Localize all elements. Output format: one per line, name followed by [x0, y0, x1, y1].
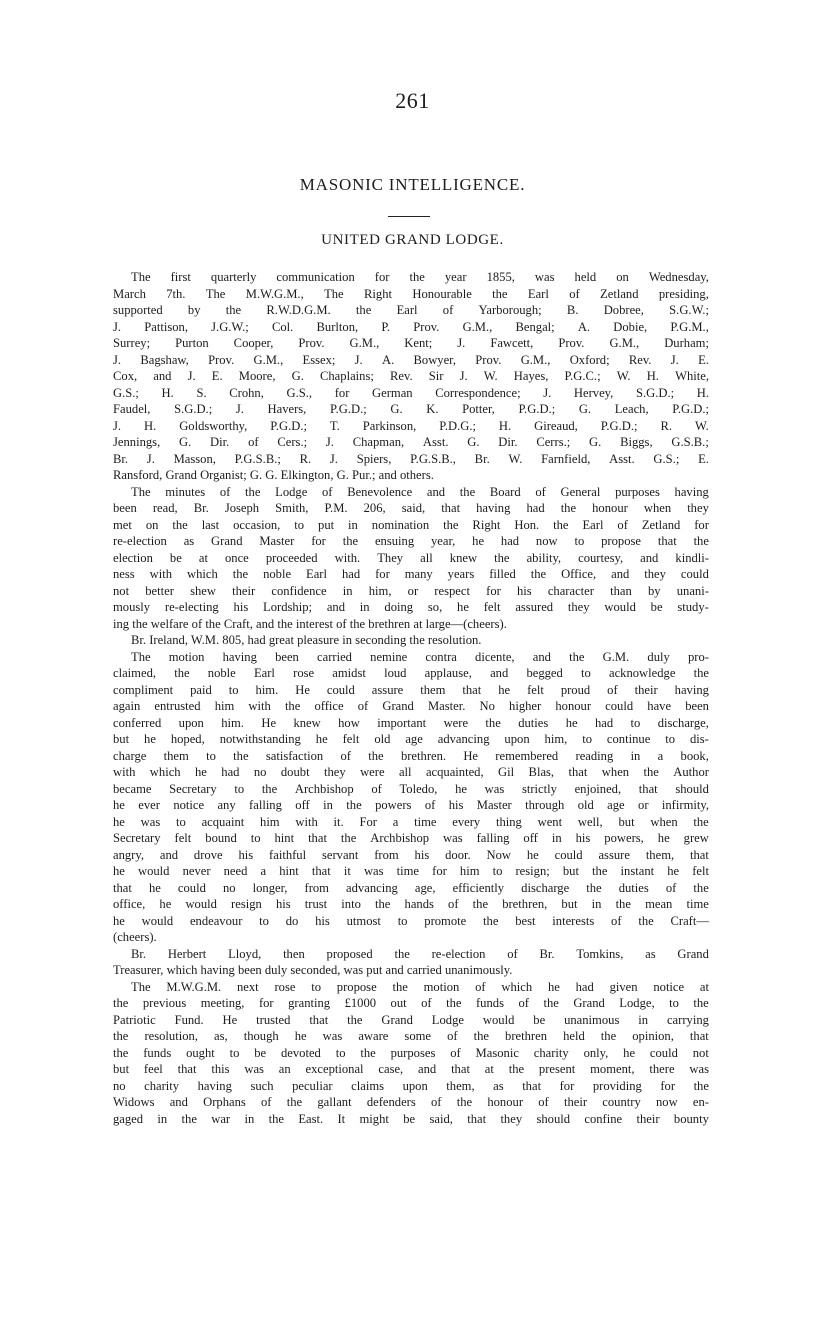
- text-line: Br. J. Masson, P.G.S.B.; R. J. Spiers, P.G.S.B., Br. W. Farnfield, Asst. G.S.; E.: [113, 451, 709, 466]
- text-line: again entrusted him with the office of Grand Master. No higher honour could have been: [113, 699, 709, 713]
- text-line: he would endeavour to do his utmost to promote the best interests of the Craft—: [113, 913, 709, 928]
- text-line: Surrey; Purton Cooper, Prov. G.M., Kent; J. Fawcett, Prov. G.M., Durham;: [113, 336, 709, 350]
- text-line: supported by the R.W.D.G.M. the Earl of Yarborough; B. Dobree, S.G.W.;: [113, 303, 709, 317]
- subsection-title: UNITED GRAND LODGE.: [321, 232, 504, 248]
- text-line: J. Pattison, J.G.W.; Col. Burlton, P. Prov. G.M., Bengal; A. Dobie, P.G.M.,: [113, 319, 709, 334]
- text-line: but he hoped, notwithstanding he felt old age advancing upon him, to continue to dis-: [113, 732, 709, 746]
- text-line: Faudel, S.G.D.; J. Havers, P.G.D.; G. K. Potter, P.G.D.; G. Leach, P.G.D.;: [113, 402, 709, 416]
- text-line: Treasurer, which having been duly seconded, was put and carried unanimously.: [113, 963, 513, 977]
- section-title: MASONIC INTELLIGENCE.: [299, 175, 526, 194]
- text-line: he was to acquaint him with it. For a time every thing went well, but when the: [113, 814, 709, 829]
- text-line: Br. Herbert Lloyd, then proposed the re-election of Br. Tomkins, as Grand: [131, 946, 709, 961]
- text-line: Jennings, G. Dir. of Cers.; J. Chapman, Asst. G. Dir. Cerrs.; G. Biggs, G.S.B.;: [113, 435, 709, 449]
- text-line: the previous meeting, for granting £1000 out of the funds of the Grand Lodge, to the: [113, 996, 709, 1010]
- text-line: Br. Ireland, W.M. 805, had great pleasure in seconding the resolution.: [131, 633, 482, 647]
- text-line: The motion having been carried nemine contra dicente, and the G.M. duly pro-: [131, 649, 709, 664]
- text-line: with which he had no doubt they were all acquainted, Gil Blas, that when the Author: [113, 765, 709, 779]
- text-line: J. Bagshaw, Prov. G.M., Essex; J. A. Bowyer, Prov. G.M., Oxford; Rev. J. E.: [113, 352, 709, 367]
- page-number: 261: [395, 88, 430, 113]
- text-line: claimed, the noble Earl rose amidst loud applause, and begged to acknowledge the: [113, 666, 709, 680]
- text-line: but feel that this was an exceptional case, and that at the present moment, there was: [113, 1062, 709, 1076]
- text-line: Ransford, Grand Organist; G. G. Elkington, G. Pur.; and others.: [113, 468, 434, 482]
- text-line: (cheers).: [113, 930, 157, 944]
- text-line: compliment paid to him. He could assure them that he felt proud of their having: [113, 682, 709, 697]
- title-divider: [388, 216, 430, 217]
- text-line: angry, and drove his faithful servant from his door. Now he could assure them, that: [113, 847, 709, 862]
- text-line: he would never need a hint that it was time for him to resign; but the instant he felt: [113, 864, 709, 878]
- text-line: no charity having such peculiar claims upon them, as that for providing for the: [113, 1078, 709, 1093]
- text-line: The minutes of the Lodge of Benevolence and the Board of General purposes having: [131, 484, 709, 499]
- text-line: The first quarterly communication for the year 1855, was held on Wednesday,: [131, 270, 709, 284]
- text-line: election be at once proceeded with. They all knew the ability, courtesy, and kindli-: [113, 550, 709, 565]
- article-body: [113, 269, 709, 1127]
- text-line: ness with which the noble Earl had for many years filled the Office, and they could: [113, 567, 709, 581]
- text-line: charge them to the satisfaction of the brethren. He remembered reading in a book,: [113, 748, 709, 763]
- text-line: became Secretary to the Archbishop of Toledo, he was strictly enjoined, that should: [113, 781, 709, 796]
- text-line: ing the welfare of the Craft, and the interest of the brethren at large—(cheers).: [113, 616, 507, 631]
- text-line: mously re-electing his Lordship; and in doing so, he felt assured they would be study-: [113, 600, 709, 614]
- text-line: re-election as Grand Master for the ensuing year, he had now to propose that the: [113, 534, 709, 548]
- text-line: met on the last occasion, to put in nomination the Right Hon. the Earl of Zetland for: [113, 517, 709, 532]
- text-line: gaged in the war in the East. It might be said, that they should confine their bounty: [113, 1111, 709, 1126]
- text-line: J. H. Goldsworthy, P.G.D.; T. Parkinson, P.D.G.; H. Gireaud, P.G.D.; R. W.: [113, 418, 709, 433]
- text-line: G.S.; H. S. Crohn, G.S., for German Correspondence; J. Hervey, S.G.D.; H.: [113, 385, 709, 400]
- text-line: not better shew their confidence in him, or respect for his character than by unani-: [113, 583, 709, 598]
- text-line: been read, Br. Joseph Smith, P.M. 206, said, that having had the honour when they: [113, 501, 709, 515]
- text-line: the resolution, as, though he was aware some of the brethren held the opinion, that: [113, 1029, 709, 1043]
- text-line: he ever notice any falling off in the powers of his Master through old age or infirmity,: [113, 798, 709, 812]
- text-line: Patriotic Fund. He trusted that the Grand Lodge would be unanimous in carrying: [113, 1012, 709, 1027]
- text-line: office, he would resign his trust into the hands of the brethren, but in the mean time: [113, 897, 709, 911]
- text-line: The M.W.G.M. next rose to propose the motion of which he had given notice at: [131, 979, 709, 994]
- text-line: that he could no longer, from advancing age, efficiently discharge the duties of the: [113, 880, 709, 895]
- text-line: March 7th. The M.W.G.M., The Right Honourable the Earl of Zetland presiding,: [113, 286, 709, 301]
- text-line: Cox, and J. E. Moore, G. Chaplains; Rev. Sir J. W. Hayes, P.G.C.; W. H. White,: [113, 369, 709, 383]
- text-line: conferred upon him. He knew how important were the duties he had to discharge,: [113, 715, 709, 730]
- text-line: Secretary felt bound to hint that the Archbishop was falling off in his powers, he grew: [113, 831, 709, 845]
- text-line: the funds ought to be devoted to the purposes of Masonic charity only, he could not: [113, 1045, 709, 1060]
- text-line: Widows and Orphans of the gallant defenders of the honour of their country now en-: [113, 1095, 709, 1109]
